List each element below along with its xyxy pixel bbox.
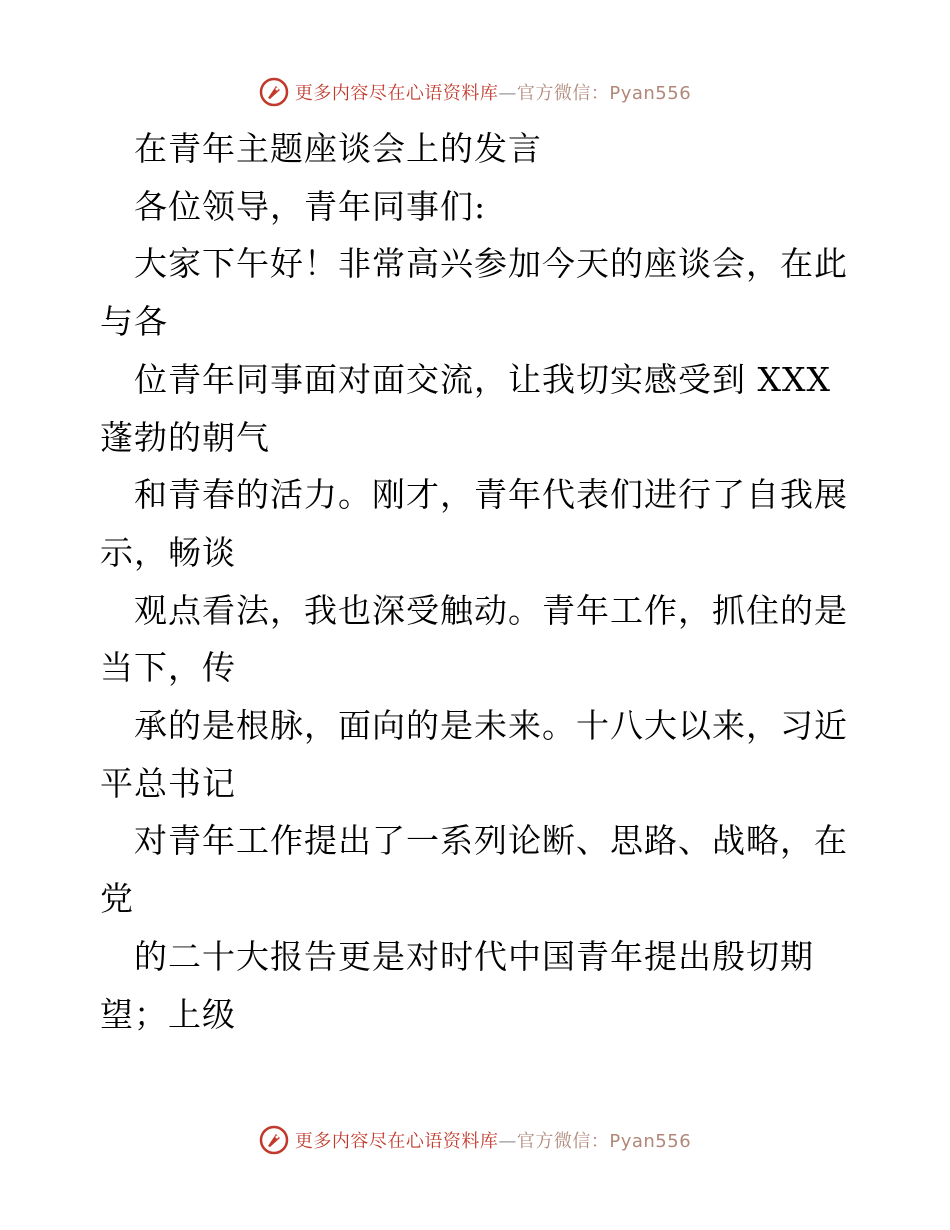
banner-separator: — xyxy=(498,1131,517,1152)
salutation: 各位领导，青年同事们: xyxy=(134,186,487,226)
text-line: 承的是根脉，面向的是未来。十八大以来，习近 xyxy=(134,706,848,746)
text-line: 的二十大报告更是对时代中国青年提出殷切期 xyxy=(134,936,814,976)
text-line: 位青年同事面对面交流，让我切实感受到 XXX xyxy=(134,359,831,399)
text-line: 蓬勃的朝气 xyxy=(100,417,270,457)
text-line: 当下，传 xyxy=(100,648,236,688)
text-line: 大家下午好！非常高兴参加今天的座谈会，在此 xyxy=(134,244,848,284)
pen-nib-circle-icon xyxy=(259,1125,289,1155)
header-banner xyxy=(0,72,950,112)
footer-banner xyxy=(0,1120,950,1160)
text-line: 党 xyxy=(100,879,134,919)
banner-site-text: 更多内容尽在心语资料库 xyxy=(294,83,499,104)
text-line: 望；上级 xyxy=(100,994,236,1034)
banner-site-text: 更多内容尽在心语资料库 xyxy=(294,1131,499,1152)
pen-nib-circle-icon xyxy=(259,77,289,107)
banner-separator: — xyxy=(498,83,517,104)
banner-wechat-text: 官方微信：Pyan556 xyxy=(516,1131,692,1152)
text-line: 观点看法，我也深受触动。青年工作，抓住的是 xyxy=(134,590,848,630)
document-body xyxy=(100,120,860,1043)
document-title: 在青年主题座谈会上的发言 xyxy=(134,129,542,168)
text-line: 平总书记 xyxy=(100,763,236,803)
text-line: 对青年工作提出了一系列论断、思路、战略，在 xyxy=(134,821,848,861)
text-line: 与各 xyxy=(100,302,168,342)
banner-wechat-text: 官方微信：Pyan556 xyxy=(516,83,692,104)
text-line: 示，畅谈 xyxy=(100,532,236,572)
text-line: 和青春的活力。刚才，青年代表们进行了自我展 xyxy=(134,475,848,515)
